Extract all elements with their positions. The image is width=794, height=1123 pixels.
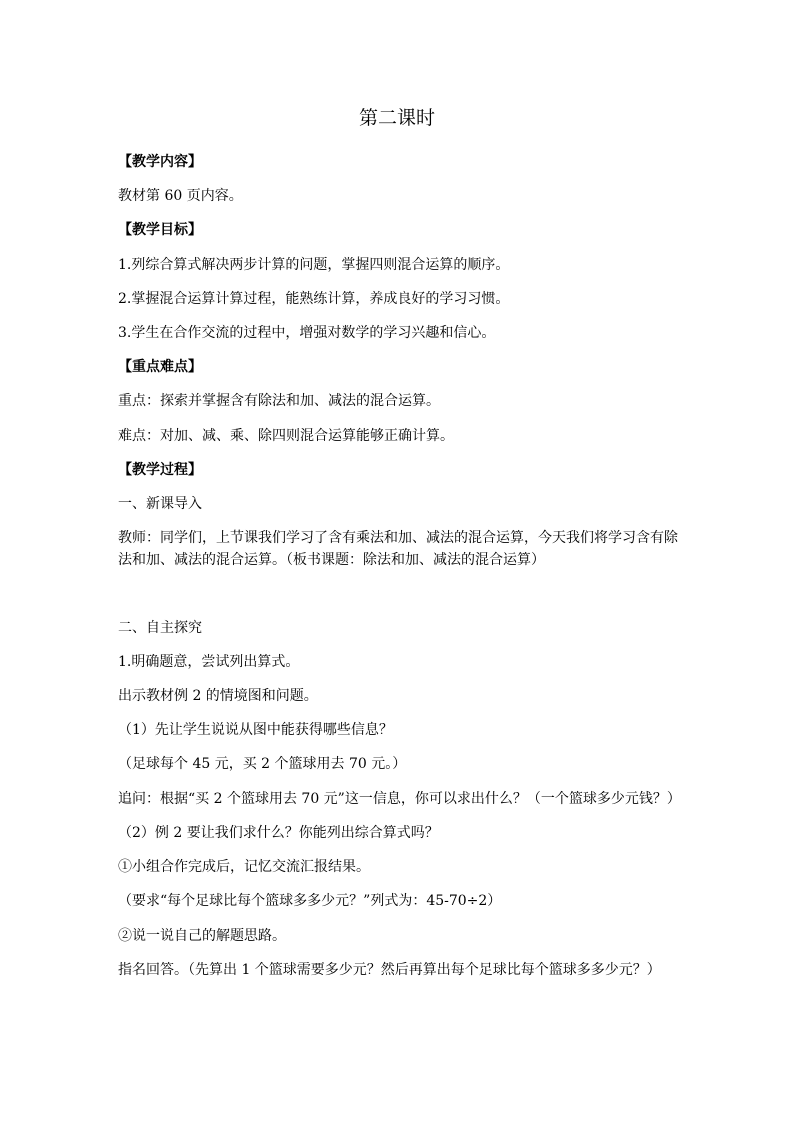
question-2-text: （2）例 2 要让我们求什么？你能列出综合算式吗？: [118, 825, 439, 841]
answer-call-text: 指名回答。（先算出 1 个篮球需要多少元？然后再算出每个足球比每个篮球多多少元？）: [118, 962, 661, 978]
circle-item-2-text: ②说一说自己的解题思路。: [118, 928, 286, 944]
section-heading-content: 【教学内容】: [118, 154, 202, 170]
section-heading-goals: 【教学目标】: [118, 222, 202, 238]
part-1-paragraph: 教师：同学们，上节课我们学习了含有乘法和加、减法的混合运算，今天我们将学习含有除法和加、减法的混合运算。（板书课题：除法和加、减法的混合运算）: [118, 530, 678, 568]
section-heading-key-points: 【重点难点】: [118, 359, 202, 375]
answer-1-text: （足球每个 45 元，买 2 个篮球用去 70 元。）: [118, 756, 407, 772]
section-heading-process: 【教学过程】: [118, 462, 202, 478]
question-1-text: （1）先让学生说说从图中能获得哪些信息？: [118, 722, 393, 738]
goal-item-2: 2.掌握混合运算计算过程，能熟练计算，养成良好的学习习惯。: [118, 291, 510, 307]
goal-item-1: 1.列综合算式解决两步计算的问题，掌握四则混合运算的顺序。: [118, 257, 510, 273]
followup-question-text: 追问：根据“买 2 个篮球用去 70 元”这一信息，你可以求出什么？（一个篮球多少元钱？）: [118, 791, 681, 807]
part-2-title: 二、自主探究: [118, 620, 202, 636]
content-text: 教材第 60 页内容。: [118, 188, 243, 204]
part-1-title: 一、新课导入: [118, 496, 202, 512]
goal-item-3: 3.学生在合作交流的过程中，增强对数学的学习兴趣和信心。: [118, 325, 496, 341]
answer-2-text: （要求“每个足球比每个篮球多多少元？”列式为：45-70÷2）: [118, 893, 502, 909]
page-title: 第二课时: [358, 107, 435, 129]
key-point-text: 重点：探索并掌握含有除法和加、减法的混合运算。: [118, 393, 440, 409]
show-example-text: 出示教材例 2 的情境图和问题。: [118, 688, 318, 704]
step-1-text: 1.明确题意，尝试列出算式。: [118, 654, 300, 670]
difficult-point-text: 难点：对加、减、乘、除四则混合运算能够正确计算。: [118, 428, 454, 444]
circle-item-1-text: ①小组合作完成后，记忆交流汇报结果。: [118, 859, 370, 875]
